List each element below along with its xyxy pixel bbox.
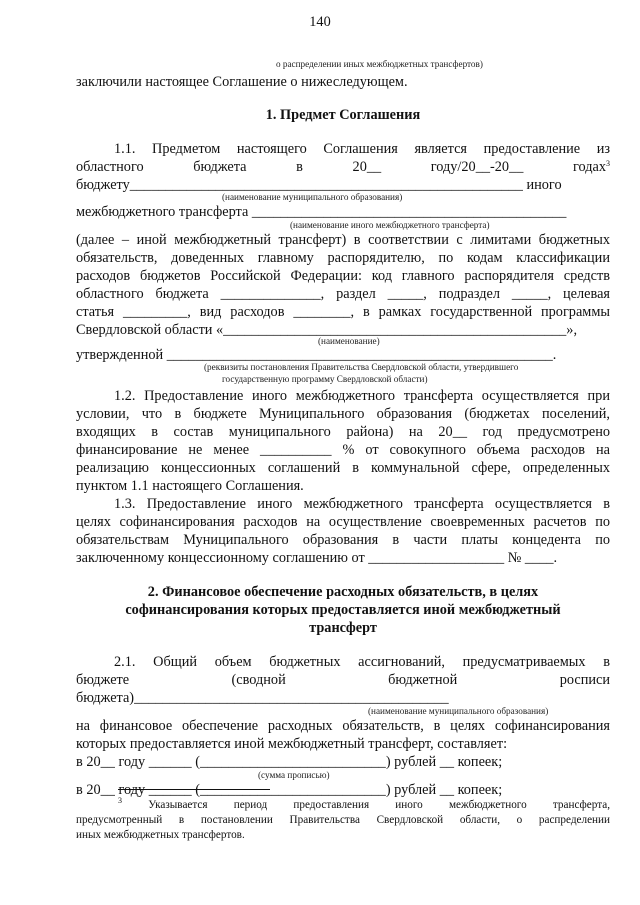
p11-line2: областного бюджета в 20__ году/20__-20__ годах$^3$: [76, 159, 610, 175]
page-number: 140: [309, 14, 331, 30]
p11-line10: Свердловской области «________________________________________________»,: [76, 322, 578, 338]
p11-line1: 1.1. Предметом настоящего Соглашения является предоставление из: [114, 141, 610, 157]
p21-note1: (наименование муниципального образования): [368, 706, 549, 716]
p21-line7: в 20__ году ______ (__________________________) рублей __ копеек;: [76, 782, 503, 798]
p11-line9: статья _________, вид расходов ________, в рамках государственной программы: [76, 304, 610, 320]
p21-line4: на финансовое обеспечение расходных обязательств, в целях софинансирования: [76, 718, 610, 734]
p12-line4: финансирование не менее __________ % от совокупного объема расходов на: [76, 442, 610, 458]
p13-line4: заключенному концессионному соглашению от ___________________ № ____.: [76, 550, 558, 566]
p11-line7: расходов бюджетов Российской Федерации: код главного распорядителя средств: [76, 268, 610, 284]
section-2-heading-line3: трансферт: [309, 620, 377, 636]
p11-note2: (наименование иного межбюджетного трансферта): [290, 220, 490, 230]
p21-note2: (сумма прописью): [258, 770, 330, 780]
footnote: [76, 798, 610, 843]
footnote-ref: 3: [606, 159, 610, 168]
p11-note4a: (реквизиты постановления Правительства Свердловской области, утвердившего: [204, 362, 519, 372]
p21-line5: которых предоставляется иной межбюджетный трансферт, составляет:: [76, 736, 508, 752]
p11-line8: областного бюджета ______________, раздел _____, подраздел _____, целевая: [76, 286, 610, 302]
footnote-line1: $^3$ Указывается период предоставления иного межбюджетного трансферта,: [118, 796, 611, 811]
footnote-line2: предусмотренный в постановлении Правительства Свердловской области, о распределении: [76, 814, 610, 826]
p13-line2: целях софинансирования расходов на осуществление своевременных расчетов по: [76, 514, 610, 530]
top-note: о распределении иных межбюджетных трансфертов): [276, 59, 483, 69]
section-2-heading-line1: 2. Финансовое обеспечение расходных обязательств, в целях: [147, 584, 539, 600]
p11-line11: утвержденной ______________________________________________________.: [76, 347, 557, 363]
p21-line2: бюджете (сводной бюджетной росписи: [76, 672, 610, 688]
intro-line: заключили настоящее Соглашение о нижеследующем.: [76, 74, 408, 90]
p12-line1: 1.2. Предоставление иного межбюджетного трансферта осуществляется при: [114, 388, 610, 404]
p11-note4b: государственную программу Свердловской области): [222, 374, 428, 384]
p13-line3: обязательствам Муниципального образования в части платы концедента по: [76, 532, 610, 548]
footnote-separator: [118, 789, 270, 790]
section-1-heading: 1. Предмет Соглашения: [265, 107, 421, 123]
p21-line3: бюджета)____________________________________________: [76, 690, 449, 706]
footnote-line3: иных межбюджетных трансфертов.: [76, 829, 245, 841]
p11-line4: межбюджетного трансферта ____________________________________________: [76, 204, 567, 220]
footnote-mark: 3: [118, 796, 122, 805]
p21-line6: в 20__ году ______ (__________________________) рублей __ копеек;: [76, 754, 503, 770]
p12-line3: входящих в состав муниципального района) на 20__ год предусмотрено: [76, 424, 610, 440]
p11-line3: бюджету_______________________________________________________ иного: [76, 177, 562, 193]
section-2-heading-line2: софинансирования которых предоставляется иной межбюджетный: [125, 602, 561, 618]
p12-line6: пунктом 1.1 настоящего Соглашения.: [76, 478, 304, 494]
p11-line6: обязательств, доведенных главному распорядителю, по кодам классификации: [76, 250, 610, 266]
p11-note1: (наименование муниципального образования): [222, 192, 403, 202]
p11-note3: (наименование): [318, 336, 380, 346]
p21-line1: 2.1. Общий объем бюджетных ассигнований, предусматриваемых в: [114, 654, 610, 670]
p12-line2: условии, что в бюджете Муниципального образования (бюджетах поселений,: [76, 406, 610, 422]
p11-line5: (далее – иной межбюджетный трансферт) в соответствии с лимитами бюджетных: [76, 232, 610, 248]
p12-line5: реализацию концессионных соглашений в коммунальной сфере, определенных: [76, 460, 610, 476]
p13-line1: 1.3. Предоставление иного межбюджетного трансферта осуществляется в: [114, 496, 610, 512]
